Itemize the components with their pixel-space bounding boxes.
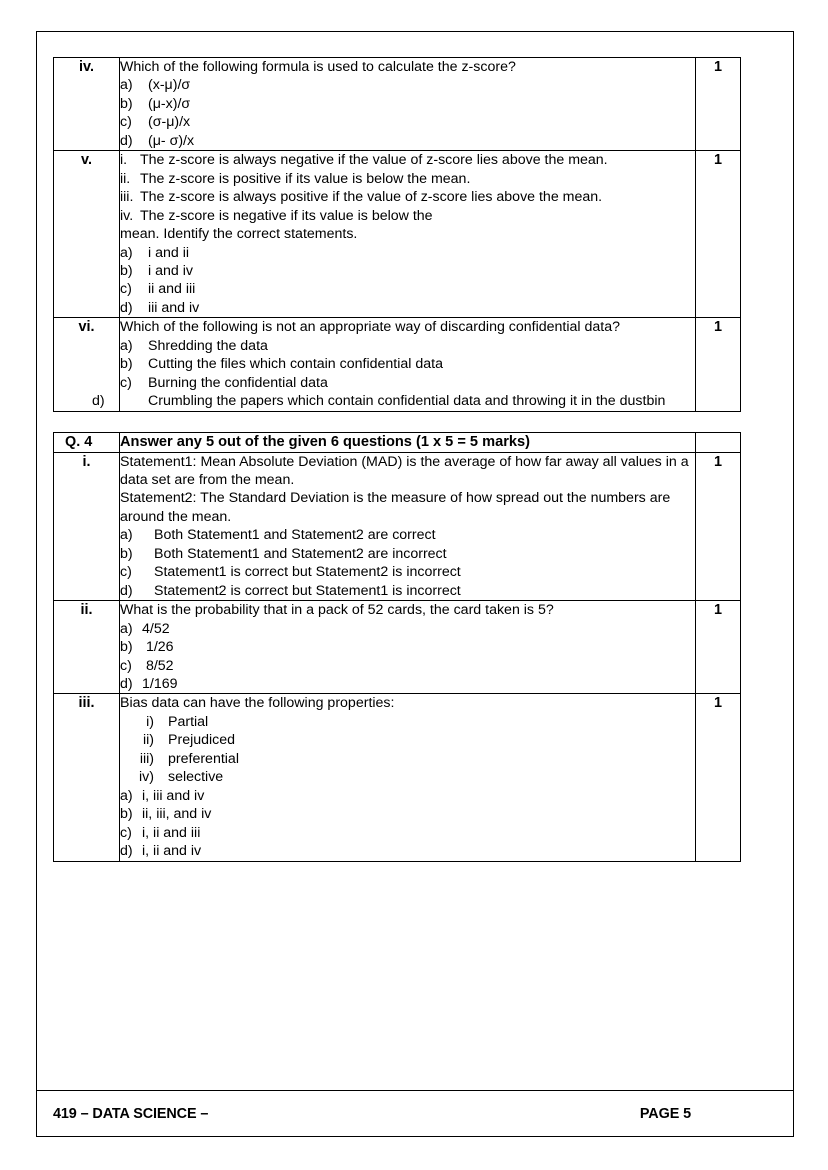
option-label: c) [120,114,132,131]
table-gap [53,412,757,432]
option-text: 1/26 [142,639,174,656]
list-item [120,824,695,842]
list-item [120,731,695,749]
option-text: Statement2 is correct but Statement1 is incorrect [154,582,461,599]
statement-label: iii. [120,189,134,206]
option-label: d) [120,582,133,599]
option-label: a) [120,527,133,544]
option-list [92,337,695,411]
table-row [54,452,741,601]
option-text: i and ii [148,244,190,261]
statement-text: The z-score is negative if its value is below the [140,207,433,224]
list-item [120,374,695,392]
list-item [120,113,695,131]
question-text: What is the probability that in a pack of 52 cards, the card taken is 5? [120,602,554,619]
section-title: Answer any 5 out of the given 6 questions (1 x 5 = 5 marks) [120,432,696,452]
option-label: d) [120,843,133,860]
option-label: c) [120,824,132,841]
question-body [120,58,696,151]
statement-label: i. [120,152,128,169]
option-text: Shredding the data [148,337,268,354]
page-content [53,32,757,1136]
statement-text: The z-score is always negative if the value of z-score lies above the mean. [140,152,608,169]
option-label: c) [120,657,132,674]
option-label: a) [120,77,133,94]
option-label: b) [120,806,133,823]
question-number: iv. [54,58,120,151]
option-text: Cutting the files which contain confidential data [148,356,443,373]
option-text: ii and iii [148,281,196,298]
question-body [120,151,696,318]
marks-cell: 1 [696,318,741,411]
option-label: b) [120,262,133,279]
option-label: a) [120,337,133,354]
question-body [120,452,696,601]
option-list [120,526,695,600]
option-text: i, ii and iv [142,843,202,860]
marks-cell [696,432,741,452]
question-number: v. [54,151,120,318]
section-number: Q. 4 [54,432,120,452]
statement-line [120,207,695,225]
option-text: iii and iv [148,299,200,316]
list-item [120,750,695,768]
list-item [120,526,695,544]
option-list [120,244,695,318]
table-row [54,601,741,694]
option-text: Crumbling the papers which contain confidential data and throwing it in the dustbin [148,393,666,410]
table-row [54,58,741,151]
option-text: 8/52 [142,657,174,674]
list-item [120,545,695,563]
question-number: vi. [54,318,120,411]
sublist [120,713,695,787]
list-item [120,713,695,731]
option-text: 4/52 [142,620,170,637]
option-label: c) [120,281,132,298]
option-text: Burning the confidential data [148,374,328,391]
option-text: Statement1 is correct but Statement2 is incorrect [154,564,461,581]
sublist-label: iii) [139,750,154,767]
question-text: Bias data can have the following properties: [120,695,395,712]
option-text: i, ii and iii [142,824,201,841]
question-body [120,694,696,861]
table-row [54,151,741,318]
statement-label: ii. [120,170,131,187]
marks-cell: 1 [696,452,741,601]
option-label: a) [120,244,133,261]
marks-cell: 1 [696,58,741,151]
question-text: Which of the following formula is used to calculate the z-score? [120,59,516,75]
question-body [120,601,696,694]
sublist-label: iv) [139,769,154,786]
marks-cell: 1 [696,694,741,861]
exam-page [36,31,794,1137]
statement-text: The z-score is always positive if the value of z-score lies above the mean. [140,189,603,206]
option-label: a) [120,620,133,637]
question-number: ii. [54,601,120,694]
footer-page-number: PAGE 5 [639,1105,691,1122]
sublist-label: i) [146,713,154,730]
option-text: (μ-x)/σ [148,95,191,112]
page-footer [37,1090,793,1136]
option-text: (μ- σ)/x [148,132,195,149]
list-item [120,805,695,823]
list-item [120,337,695,355]
list-item [120,355,695,373]
option-label: b) [120,95,133,112]
sublist-text: Partial [168,713,209,730]
option-text: i, iii and iv [142,787,205,804]
option-text: 1/169 [142,676,178,693]
option-label: c) [120,564,132,581]
list-item [120,787,695,805]
option-label: b) [120,545,133,562]
list-item [120,563,695,581]
list-item [120,582,695,600]
option-label: c) [120,374,132,391]
option-text: ii, iii, and iv [142,806,212,823]
question-table-q4 [53,432,741,862]
list-item [120,638,695,656]
sublist-text: Prejudiced [168,732,236,749]
marks-cell: 1 [696,601,741,694]
list-item [120,95,695,113]
list-item [120,299,695,317]
list-item [120,620,695,638]
list-item [120,280,695,298]
sublist-label: ii) [142,732,154,749]
option-label: a) [120,787,133,804]
option-text: i and iv [148,262,193,279]
question-body [92,318,696,411]
option-label: d) [92,393,105,410]
option-list [120,620,695,694]
statement-label: iv. [120,207,134,224]
list-item [120,842,695,860]
statement-line [120,188,695,206]
option-label: d) [120,676,133,693]
option-label: b) [120,356,133,373]
list-item [120,244,695,262]
sublist-text: selective [168,769,224,786]
statement-text: The z-score is positive if its value is below the mean. [140,170,471,187]
statement-line [120,170,695,188]
list-item [120,76,695,94]
table-row [54,694,741,861]
option-label: b) [120,639,133,656]
sublist-text: preferential [168,750,239,767]
option-text: Both Statement1 and Statement2 are incorrect [154,545,447,562]
option-label: d) [120,299,133,316]
list-item [92,392,695,410]
question-table-top [53,57,741,412]
footer-subject: 419 – DATA SCIENCE – [53,1105,209,1122]
question-number: iii. [54,694,120,861]
option-list [120,76,695,150]
statement-paragraph: Statement1: Mean Absolute Deviation (MAD) is the average of how far away all values in a data set are from the mean. [120,453,689,489]
option-text: (σ-μ)/x [148,114,191,131]
list-item [120,768,695,786]
statement-paragraph: Statement2: The Standard Deviation is the measure of how spread out the numbers are around the mean. [120,490,671,525]
statement-line [120,151,695,169]
table-row-header [54,432,741,452]
option-text: Both Statement1 and Statement2 are correct [154,527,436,544]
list-item [120,132,695,150]
option-list [120,787,695,861]
statement-tail: mean. Identify the correct statements. [120,226,358,243]
table-row [54,318,741,411]
option-text: (x-μ)/σ [148,77,191,94]
question-text: Which of the following is not an appropriate way of discarding confidential data? [120,319,621,336]
marks-cell: 1 [696,151,741,318]
list-item [120,675,695,693]
option-label: d) [120,132,133,149]
list-item [120,262,695,280]
question-number: i. [54,452,120,601]
list-item [120,657,695,675]
